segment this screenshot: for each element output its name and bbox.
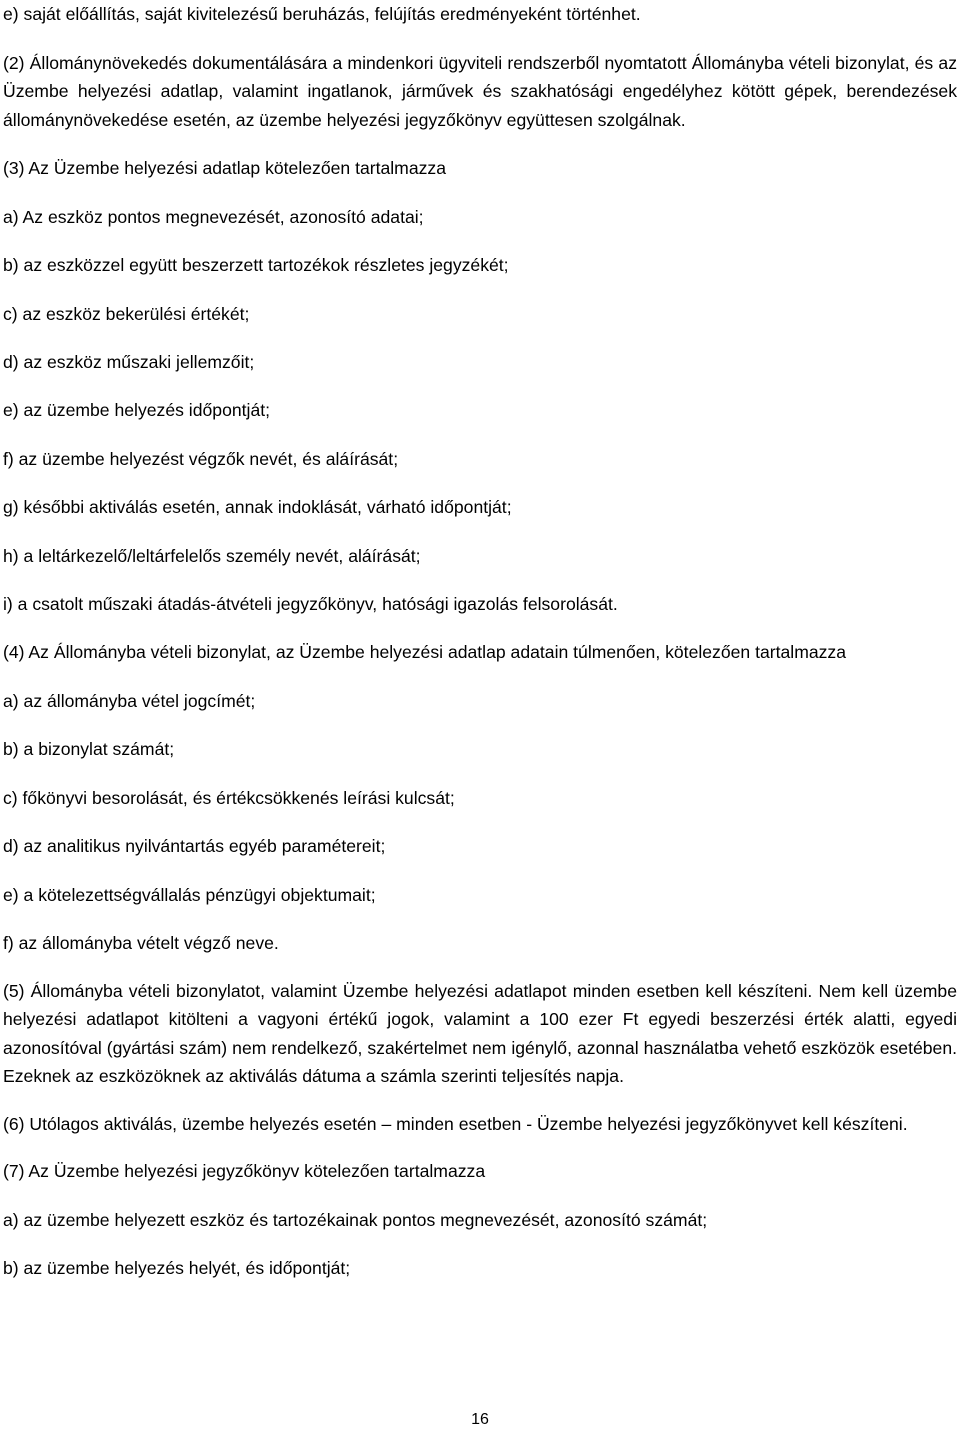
list-item-3g: g) későbbi aktiválás esetén, annak indoklását, várható időpontját; <box>3 497 512 518</box>
page-number: 16 <box>471 1411 489 1428</box>
list-item-7b: b) az üzembe helyezés helyét, és időpontját; <box>3 1258 351 1279</box>
list-item-4f: f) az állományba vételt végző neve. <box>3 933 279 954</box>
list-item-4d: d) az analitikus nyilvántartás egyéb paramétereit; <box>3 836 386 857</box>
paragraph-5: (5) Állományba vételi bizonylatot, valamint Üzembe helyezési adatlapot minden esetben kell készíteni. Nem kell üzembe helyezési adatlapot kitölteni a vagyoni értékű jogok, valamint a 100 ezer Ft egyedi beszerzési érték alatti, egyedi azonosítóval (gyártási szám) nem rendelkező, szakértelmet nem igénylő, azonnal használatba vehető eszközök esetében. Ezeknek az eszközöknek az aktiválás dátuma a számla szerinti teljesítés napja. <box>3 980 957 1086</box>
paragraph-6: (6) Utólagos aktiválás, üzembe helyezés esetén – minden esetben - Üzembe helyezési jegyzőkönyvet kell készíteni. <box>3 1113 908 1134</box>
list-item-4b: b) a bizonylat számát; <box>3 739 175 760</box>
list-item-4e: e) a kötelezettségvállalás pénzügyi objektumait; <box>3 884 376 905</box>
paragraph-1e-continuation: e) saját előállítás, saját kivitelezésű beruházás, felújítás eredményeként történhet. <box>3 4 641 24</box>
list-item-3i: i) a csatolt műszaki átadás-átvételi jegyzőkönyv, hatósági igazolás felsorolását. <box>3 594 618 615</box>
document-page <box>3 0 957 1283</box>
list-item-4c: c) főkönyvi besorolását, és értékcsökkenés leírási kulcsát; <box>3 787 455 808</box>
paragraph-7-heading: (7) Az Üzembe helyezési jegyzőkönyv kötelezően tartalmazza <box>3 1161 486 1182</box>
list-item-3f: f) az üzembe helyezést végzők nevét, és aláírását; <box>3 448 399 469</box>
list-item-3a: a) Az eszköz pontos megnevezését, azonosító adatai; <box>3 206 424 227</box>
list-item-3d: d) az eszköz műszaki jellemzőit; <box>3 352 255 372</box>
paragraph-4-heading: (4) Az Állományba vételi bizonylat, az Üzembe helyezési adatlap adatain túlmenően, kötelezően tartalmazza <box>3 642 847 663</box>
list-item-4a: a) az állományba vétel jogcímét; <box>3 690 256 711</box>
list-item-3h: h) a leltárkezelő/leltárfelelős személy nevét, aláírását; <box>3 545 421 566</box>
list-item-3b: b) az eszközzel együtt beszerzett tartozékok részletes jegyzékét; <box>3 255 509 276</box>
list-item-3e: e) az üzembe helyezés időpontját; <box>3 400 270 421</box>
list-item-7a: a) az üzembe helyezett eszköz és tartozékainak pontos megnevezését, azonosító számát; <box>3 1209 708 1230</box>
list-item-3c: c) az eszköz bekerülési értékét; <box>3 303 250 324</box>
paragraph-2: (2) Állománynövekedés dokumentálására a mindenkori ügyviteli rendszerből nyomtatott Állományba vételi bizonylat, és az Üzembe helyezési adatlap, valamint ingatlanok, járművek és szakhatósági engedélyhez kötött gépek, berendezések állománynövekedése esetén, az üzembe helyezési jegyzőkönyv együttesen szolgálnak. <box>3 52 957 130</box>
paragraph-3-heading: (3) Az Üzembe helyezési adatlap kötelezően tartalmazza <box>3 158 447 179</box>
